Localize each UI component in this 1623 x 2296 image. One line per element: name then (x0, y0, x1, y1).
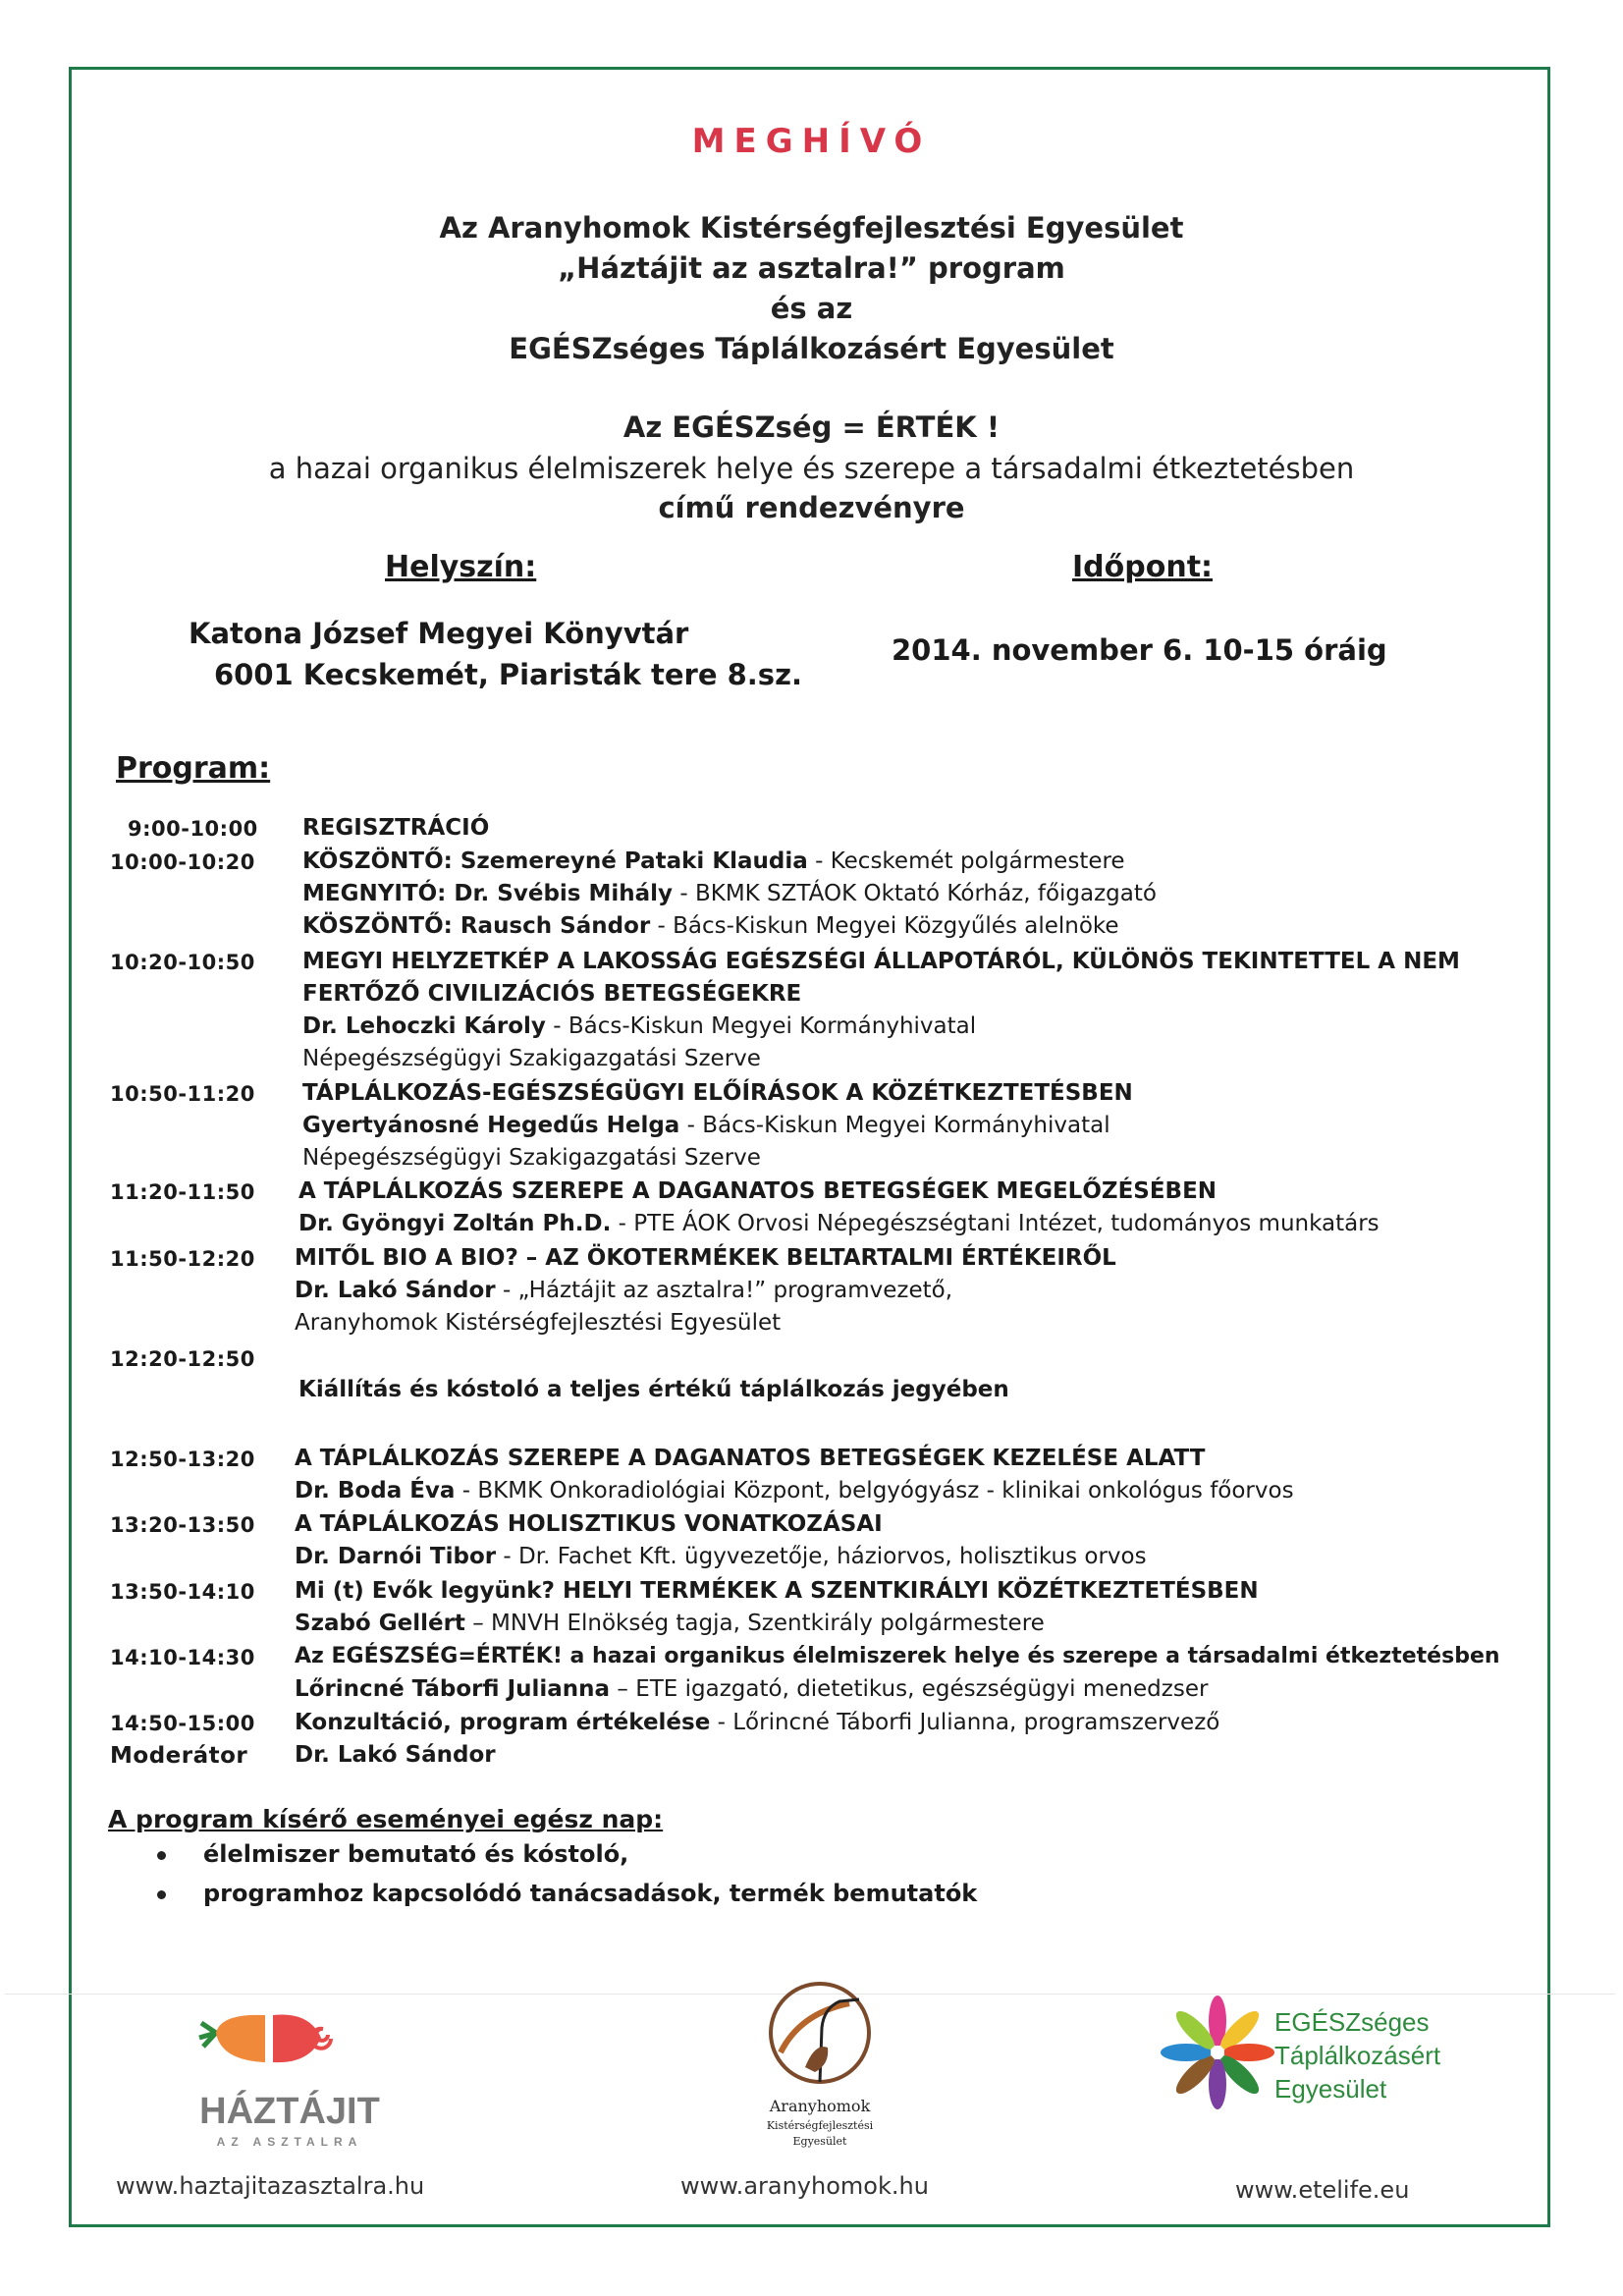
haztajit-logo (182, 2003, 398, 2160)
program-item: REGISZTRÁCIÓ (302, 815, 490, 841)
program-label: Program: (116, 751, 271, 786)
program-name: „Háztájit az asztalra!” program (558, 251, 1065, 285)
program-item: Népegészségügyi Szakigazgatási Szerve (302, 1046, 761, 1071)
svg-text:Egyesület: Egyesület (1274, 2074, 1387, 2104)
connector-text: és az (770, 292, 853, 325)
time-slot: 13:50-14:10 (110, 1580, 255, 1604)
program-item: TÁPLÁLKOZÁS-EGÉSZSÉGÜGYI ELŐÍRÁSOK A KÖZÉTKEZTETÉSBEN (302, 1080, 1133, 1106)
program-item: A TÁPLÁLKOZÁS SZEREPE A DAGANATOS BETEGSÉGEK KEZELÉSE ALATT (295, 1446, 1206, 1471)
program-item: KÖSZÖNTŐ: Rausch Sándor - Bács-Kiskun Megyei Közgyűlés alelnöke (302, 913, 1119, 939)
program-item: Dr. Boda Éva - BKMK Onkoradiológiai Központ, belgyógyász - klinikai onkológus főorvos (295, 1478, 1294, 1503)
svg-text:Aranyhomok: Aranyhomok (769, 2097, 871, 2115)
time-slot: 14:10-14:30 (110, 1646, 255, 1669)
time-slot: 14:50-15:00 (110, 1712, 255, 1735)
moderator-label: Moderátor (110, 1743, 248, 1769)
haztajit-url[interactable]: www.haztajitazasztalra.hu (116, 2172, 425, 2200)
time-slot: 13:20-13:50 (110, 1513, 255, 1537)
moderator-name: Dr. Lakó Sándor (295, 1742, 496, 1768)
program-item: Dr. Lehoczki Károly - Bács-Kiskun Megyei Kormányhivatal (302, 1013, 977, 1039)
time-slot: 12:20-12:50 (110, 1347, 255, 1371)
organizer-1: Az Aranyhomok Kistérségfejlesztési Egyesület (439, 211, 1184, 245)
program-item: Dr. Darnói Tibor - Dr. Fachet Kft. ügyvezetője, háziorvos, holisztikus orvos (295, 1544, 1147, 1569)
ete-url[interactable]: www.etelife.eu (1235, 2176, 1410, 2204)
program-item: Dr. Lakó Sándor - „Háztájit az asztalra!” programvezető, (295, 1278, 953, 1303)
carrot-icon (182, 2003, 398, 2160)
event-name: Az EGÉSZség = ÉRTÉK ! (622, 410, 1001, 444)
bird-icon (761, 1974, 879, 2185)
program-item: Mi (t) Evők legyünk? HELYI TERMÉKEK A SZENTKIRÁLYI KÖZÉTKEZTETÉSBEN (295, 1578, 1259, 1604)
side-events-label: A program kísérő eseményei egész nap: (108, 1805, 664, 1833)
event-suffix: című rendezvényre (658, 491, 965, 524)
ete-logo (1159, 1984, 1453, 2121)
program-item: Aranyhomok Kistérségfejlesztési Egyesület (295, 1310, 782, 1336)
program-item: Lőrincné Táborfi Julianna – ETE igazgató, dietetikus, egészségügyi menedzser (295, 1676, 1209, 1702)
svg-text:AZ ASZTALRA: AZ ASZTALRA (216, 2135, 363, 2149)
program-item: KÖSZÖNTŐ: Szemereyné Pataki Klaudia - Kecskemét polgármestere (302, 848, 1125, 874)
program-item: Kiállítás és kóstoló a teljes értékű táplálkozás jegyében (298, 1377, 1009, 1402)
program-item: FERTŐZŐ CIVILIZÁCIÓS BETEGSÉGEKRE (302, 981, 802, 1007)
list-item: programhoz kapcsolódó tanácsadások, termék bemutatók (157, 1880, 977, 1907)
program-item: A TÁPLÁLKOZÁS HOLISZTIKUS VONATKOZÁSAI (295, 1511, 883, 1537)
aranyhomok-url[interactable]: www.aranyhomok.hu (680, 2172, 929, 2200)
venue-address: 6001 Kecskemét, Piaristák tere 8.sz. (214, 658, 802, 691)
program-item: MEGYI HELYZETKÉP A LAKOSSÁG EGÉSZSÉGI ÁLLAPOTÁRÓL, KÜLÖNÖS TEKINTETTEL A NEM (302, 949, 1460, 974)
venue-label: Helyszín: (385, 550, 537, 584)
list-item: élelmiszer bemutató és kóstoló, (157, 1840, 628, 1868)
organizer-2: EGÉSZséges Táplálkozásért Egyesület (509, 332, 1114, 365)
flower-icon (1159, 1984, 1453, 2121)
program-item: A TÁPLÁLKOZÁS SZEREPE A DAGANATOS BETEGSÉGEK MEGELŐZÉSÉBEN (298, 1178, 1217, 1204)
bullet-icon (157, 1851, 166, 1860)
event-subtitle: a hazai organikus élelmiszerek helye és szerepe a társadalmi étkeztetésben (268, 452, 1355, 485)
venue-name: Katona József Megyei Könyvtár (189, 617, 689, 650)
time-slot: 10:00-10:20 (110, 850, 255, 874)
program-item: Konzultáció, program értékelése - Lőrincné Táborfi Julianna, programszervező (295, 1710, 1220, 1735)
time-slot: 11:50-12:20 (110, 1247, 255, 1271)
time-label: Időpont: (1072, 550, 1214, 584)
program-item: MITŐL BIO A BIO? – AZ ÖKOTERMÉKEK BELTARTALMI ÉRTÉKEIRŐL (295, 1245, 1116, 1271)
svg-text:EGÉSZséges: EGÉSZséges (1274, 2007, 1430, 2037)
event-date: 2014. november 6. 10-15 óráig (892, 633, 1387, 667)
program-item: Szabó Gellért – MNVH Elnökség tagja, Szentkirály polgármestere (295, 1611, 1045, 1636)
aranyhomok-logo (761, 1974, 879, 2185)
program-item: Dr. Gyöngyi Zoltán Ph.D. - PTE ÁOK Orvosi Népegészségtani Intézet, tudományos munkatárs (298, 1211, 1380, 1236)
program-item: Az EGÉSZSÉG=ÉRTÉK! a hazai organikus élelmiszerek helye és szerepe a társadalmi étkeztetésben (295, 1644, 1500, 1668)
program-item: Népegészségügyi Szakigazgatási Szerve (302, 1145, 761, 1171)
svg-text:HÁZTÁJIT: HÁZTÁJIT (199, 2091, 380, 2132)
program-item: Gyertyánosné Hegedűs Helga - Bács-Kiskun Megyei Kormányhivatal (302, 1113, 1110, 1138)
page-title: MEGHÍVÓ (691, 122, 932, 161)
bullet-icon (157, 1890, 166, 1899)
svg-text:Egyesület: Egyesület (792, 2135, 847, 2148)
svg-text:Kistérségfejlesztési: Kistérségfejlesztési (766, 2119, 874, 2132)
time-slot: 11:20-11:50 (110, 1180, 255, 1204)
time-slot: 10:50-11:20 (110, 1082, 255, 1106)
time-slot: 9:00-10:00 (128, 817, 258, 841)
time-slot: 12:50-13:20 (110, 1448, 255, 1471)
svg-text:Táplálkozásért: Táplálkozásért (1274, 2041, 1441, 2070)
time-slot: 10:20-10:50 (110, 951, 255, 974)
program-item: MEGNYITÓ: Dr. Svébis Mihály - BKMK SZTÁOK Oktató Kórház, főigazgató (302, 881, 1157, 906)
